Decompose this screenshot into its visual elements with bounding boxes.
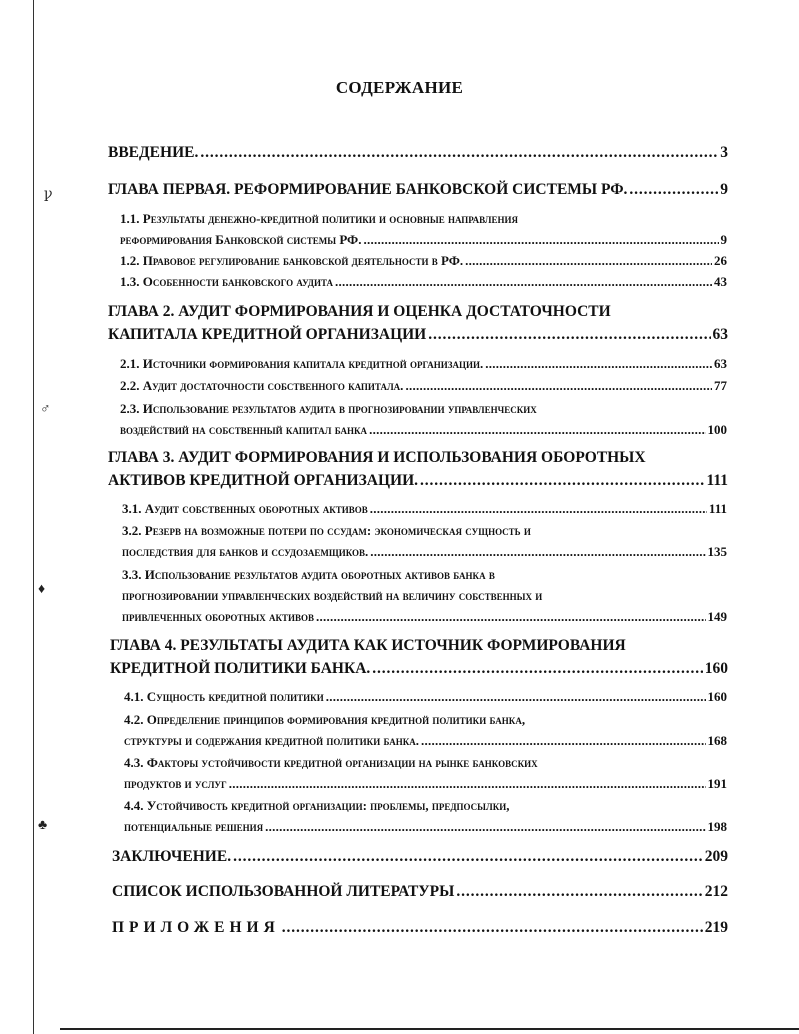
toc-page-number: 212: [704, 883, 728, 900]
toc-entry-text: потенциальные решения: [124, 819, 264, 834]
toc-entry-section-2-1: [120, 353, 727, 374]
toc-entry-text: СПИСОК ИСПОЛЬЗОВАННОЙ ЛИТЕРАТУРЫ: [112, 883, 455, 900]
toc-entry-section-4-1: [124, 686, 727, 707]
toc-entry-section-1-3: [120, 271, 727, 292]
toc-page-number: 26: [714, 253, 727, 268]
toc-entry-text: воздействий на собственный капитал банка: [120, 422, 368, 437]
toc-entry-text: продуктов и услуг: [124, 776, 227, 791]
toc-entry-text: 2.1. Источники формирования капитала кредитной организации.: [120, 356, 484, 371]
toc-entry-section-3-1: [122, 498, 727, 519]
toc-entry-text: ГЛАВА 3. АУДИТ ФОРМИРОВАНИЯ И ИСПОЛЬЗОВАНИЯ ОБОРОТНЫХ: [108, 449, 646, 466]
toc-entry-chapter-2: [108, 300, 728, 346]
toc-page-number: 219: [704, 919, 728, 936]
toc-entry-text: 4.3. Факторы устойчивости кредитной организации на рынке банковских: [124, 755, 538, 770]
toc-entry-text: ГЛАВА ПЕРВАЯ. РЕФОРМИРОВАНИЕ БАНКОВСКОЙ СИСТЕМЫ РФ.: [108, 181, 628, 198]
toc-entry-chapter-3: [108, 446, 728, 492]
toc-entry-text: прогнозировании управленческих воздействий на величину собственных и: [122, 588, 543, 603]
toc-entry-text: привлеченных оборотных активов: [122, 609, 315, 624]
scan-mark: ♦: [38, 582, 46, 597]
toc-entry-text: 2.3. Использование результатов аудита в прогнозировании управленческих: [120, 401, 537, 416]
toc-page-number: 160: [704, 660, 728, 677]
toc-page-number: 63: [712, 326, 728, 343]
toc-entry-section-1-2: [120, 250, 727, 271]
toc-page-number: 77: [714, 378, 727, 393]
toc-entry-conclusion: [112, 845, 728, 868]
toc-page-number: 111: [708, 501, 727, 516]
scan-edge-left: [33, 0, 34, 1034]
toc-entry-section-1-1: [120, 208, 727, 250]
toc-entry-section-4-4: [124, 795, 727, 837]
toc-page-number: 160: [707, 689, 727, 704]
toc-entry-text: реформирования Банковской системы РФ.: [120, 232, 362, 247]
toc-entry-text: 3.2. Резерв на возможные потери по ссудам: экономическая сущность и: [122, 523, 531, 538]
toc-entry-text: последствия для банков и ссудозаемщиков.: [122, 544, 369, 559]
toc-entry-section-2-2: [120, 375, 727, 396]
toc-entry-intro: [108, 141, 728, 164]
toc-entry-section-4-2: [124, 709, 727, 751]
toc-entry-section-4-3: [124, 752, 727, 794]
toc-page-number: 9: [720, 232, 727, 247]
toc-page-number: 43: [714, 274, 727, 289]
page-title: СОДЕРЖАНИЕ: [335, 78, 464, 97]
toc-entry-text: 4.2. Определение принципов формирования кредитной политики банка,: [124, 712, 526, 727]
toc-page-number: 198: [707, 819, 727, 834]
toc-entry-text: 4.4. Устойчивость кредитной организации: проблемы, предпосылки,: [124, 798, 510, 813]
toc-entry-appendix: [112, 916, 728, 939]
toc-entry-text: ГЛАВА 2. АУДИТ ФОРМИРОВАНИЯ И ОЦЕНКА ДОСТАТОЧНОСТИ: [108, 303, 611, 320]
scan-mark: ♂: [40, 402, 51, 417]
toc-entry-text: 1.3. Особенности банковского аудита: [120, 274, 334, 289]
toc-entry-literature: [112, 880, 728, 903]
toc-page-number: 3: [720, 144, 728, 161]
toc-entry-text: ЗАКЛЮЧЕНИЕ.: [112, 848, 232, 865]
toc-entry-text: 3.1. Аудит собственных оборотных активов: [122, 501, 368, 516]
toc-entry-chapter-4: [110, 634, 728, 680]
toc-entry-text: 3.3. Использование результатов аудита оборотных активов банка в: [122, 567, 495, 582]
toc-page-number: 191: [707, 776, 727, 791]
toc-page-number: 9: [720, 181, 728, 198]
toc-page-number: 100: [707, 422, 727, 437]
toc-entry-text: 1.2. Правовое регулирование банковской деятельности в РФ.: [120, 253, 464, 268]
toc-entry-text: ПРИЛОЖЕНИЯ: [112, 919, 280, 936]
toc-page-number: 63: [714, 356, 727, 371]
scan-mark: ♣: [38, 818, 48, 833]
toc-entry-text: ВВЕДЕНИЕ.: [108, 144, 199, 161]
toc-entry-text: ГЛАВА 4. РЕЗУЛЬТАТЫ АУДИТА КАК ИСТОЧНИК ФОРМИРОВАНИЯ: [110, 637, 626, 654]
toc-entry-text: 1.1. Результаты денежно-кредитной политики и основные направления: [120, 211, 518, 226]
toc-entry-section-3-3: [122, 564, 727, 627]
toc-page-number: 168: [707, 733, 727, 748]
toc-entry-text: 4.1. Сущность кредитной политики: [124, 689, 324, 704]
toc-page-number: 135: [707, 544, 727, 559]
toc-page-number: 149: [707, 609, 727, 624]
toc-page-number: 111: [706, 472, 728, 489]
toc-entry-text: КРЕДИТНОЙ ПОЛИТИКИ БАНКА.: [110, 660, 371, 677]
scan-mark: ꝩ: [44, 187, 53, 202]
toc-entry-text: 2.2. Аудит достаточности собственного капитала.: [120, 378, 404, 393]
toc-entry-text: АКТИВОВ КРЕДИТНОЙ ОРГАНИЗАЦИИ.: [108, 472, 419, 489]
toc-page-number: 209: [704, 848, 728, 865]
toc-entry-section-2-3: [120, 398, 727, 440]
toc-entry-chapter-1: [108, 178, 728, 201]
toc-entry-text: структуры и содержания кредитной политики банка.: [124, 733, 420, 748]
toc-entry-section-3-2: [122, 520, 727, 562]
scan-edge-bottom: [60, 1028, 799, 1030]
toc-entry-text: КАПИТАЛА КРЕДИТНОЙ ОРГАНИЗАЦИИ: [108, 326, 427, 343]
